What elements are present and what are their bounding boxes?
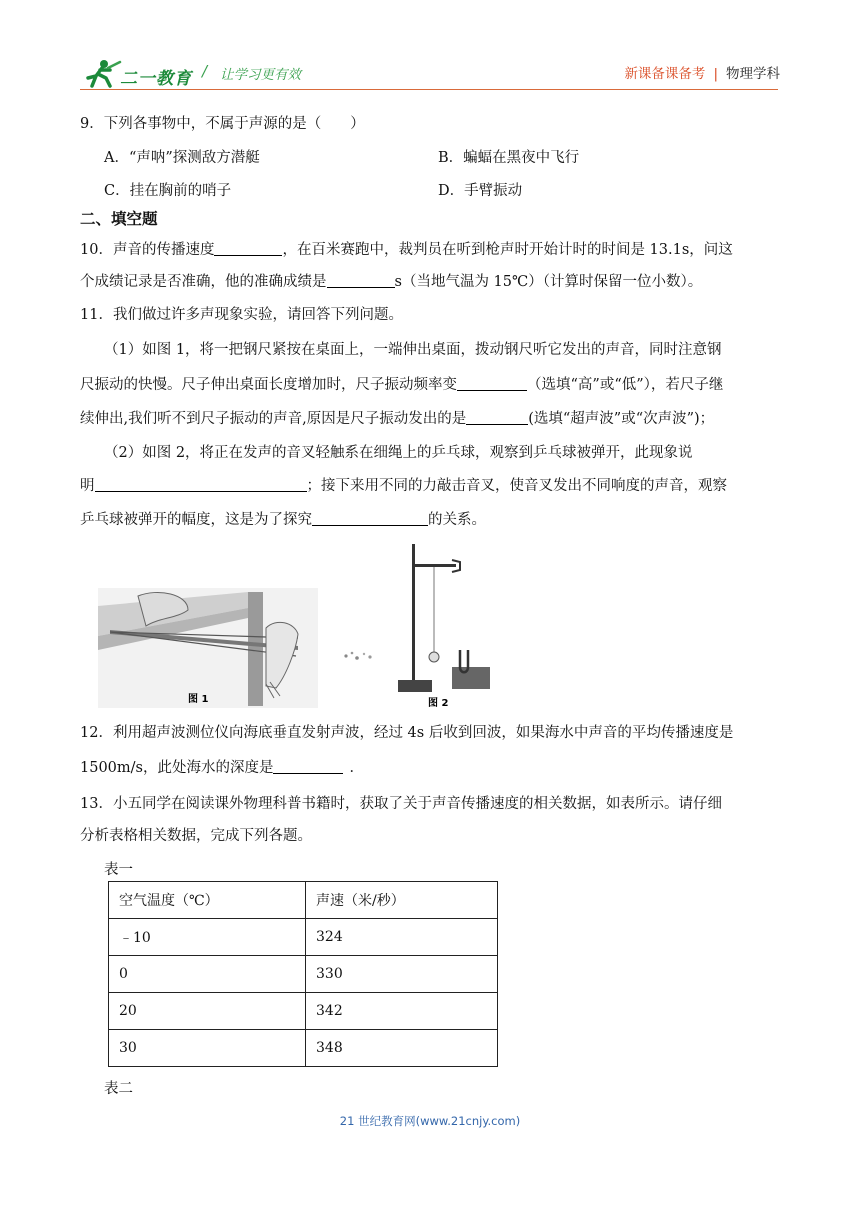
header-category: 新课备课备考 — [624, 66, 706, 82]
page-footer[interactable]: 21 世纪教育网(www.21cnjy.com) — [339, 1114, 521, 1128]
question-13-line-2: 分析表格相关数据，完成下列各题。 — [80, 828, 312, 844]
table-cell: ﹣10 — [109, 919, 306, 956]
q11-text: 乒乓球被弹开的幅度，这是为了探究 — [80, 512, 312, 528]
q12-text: 1500m/s，此处海水的深度是 — [80, 760, 274, 776]
header-separator: | — [713, 66, 718, 82]
answer-blank[interactable] — [312, 511, 428, 526]
q10-text: 10．声音的传播速度 — [80, 242, 215, 258]
q11-text: 的关系。 — [428, 512, 486, 528]
logo-text: 二一教育 — [120, 69, 192, 89]
question-11-part-1-line-2 — [80, 373, 723, 394]
table-cell: 324 — [306, 919, 498, 956]
question-11-part-2-line-2 — [80, 474, 727, 495]
sound-speed-table — [108, 881, 498, 1067]
q11-text: 续伸出,我们听不到尺子振动的声音,原因是尺子振动发出的是 — [80, 411, 467, 427]
option-b: B．蝙蝠在黑夜中飞行 — [438, 150, 580, 166]
answer-blank[interactable] — [214, 241, 282, 256]
ruler-on-table-figure — [98, 588, 318, 708]
answer-blank[interactable] — [466, 410, 528, 425]
q10-text: ，在百米赛跑中，裁判员在听到枪声时开始计时的时间是 13.1s，问这 — [282, 242, 733, 258]
table-header-cell: 空气温度（℃） — [109, 882, 306, 919]
table-row — [109, 993, 498, 1030]
table-row — [109, 919, 498, 956]
answer-blank[interactable] — [457, 376, 527, 391]
question-9 — [80, 112, 365, 133]
q11-text: 尺振动的快慢。尺子伸出桌面长度增加时，尺子振动频率变 — [80, 377, 457, 393]
table-2-title: 表二 — [104, 1081, 133, 1097]
question-11-part-1-line-3 — [80, 407, 714, 428]
runner-logo-icon — [80, 58, 124, 90]
figure-1-caption: 图 1 — [188, 694, 209, 705]
question-10-line-1 — [80, 238, 733, 259]
slogan: 让学习更有效 — [220, 67, 301, 83]
question-11-part-2-line-3 — [80, 508, 486, 529]
q12-text: ． — [349, 760, 364, 776]
table-cell: 0 — [109, 956, 306, 993]
q11-text: ；接下来用不同的力敲击音叉，使音叉发出不同响度的声音，观察 — [306, 478, 727, 494]
option-c: C．挂在胸前的哨子 — [104, 183, 232, 199]
question-9-stem: 9．下列各事物中，不属于声源的是（ ） — [80, 116, 365, 132]
answer-blank[interactable] — [95, 477, 307, 492]
answer-blank[interactable] — [273, 759, 343, 774]
question-11-part-1-line-1: （1）如图 1，将一把钢尺紧按在桌面上，一端伸出桌面，拨动钢尺听它发出的声音，同时注意钢 — [104, 342, 722, 358]
table-1-title: 表一 — [104, 862, 133, 878]
figure-2-caption: 图 2 — [428, 698, 449, 709]
table-header-row — [109, 882, 498, 919]
table-cell: 30 — [109, 1030, 306, 1067]
page-header — [80, 58, 780, 90]
table-cell: 342 — [306, 993, 498, 1030]
option-a: A．“声呐”探测敌方潜艇 — [104, 150, 260, 166]
tuning-fork-figure — [394, 540, 504, 710]
q11-text: 明 — [80, 478, 95, 494]
section-heading: 二、填空题 — [80, 210, 158, 228]
header-subject: 物理学科 — [726, 66, 780, 82]
question-11-stem: 11．我们做过许多声现象实验，请回答下列问题。 — [80, 307, 403, 323]
table-header-cell: 声速（米/秒） — [306, 882, 498, 919]
answer-blank[interactable] — [327, 273, 395, 288]
question-12-line-1: 12．利用超声波测位仪向海底垂直发射声波，经过 4s 后收到回波，如果海水中声音的平均传播速度是 — [80, 725, 734, 741]
header-right — [624, 62, 780, 82]
table-row — [109, 1030, 498, 1067]
table-cell: 330 — [306, 956, 498, 993]
q11-text: （选填“高”或“低”），若尺子继 — [527, 377, 724, 393]
q11-text: (选填“超声波”或“次声波”)； — [528, 411, 715, 427]
table-cell: 348 — [306, 1030, 498, 1067]
question-13-line-1: 13．小五同学在阅读课外物理科普书籍时，获取了关于声音传播速度的相关数据，如表所示。请仔细 — [80, 796, 722, 812]
slogan-divider: / — [202, 62, 208, 80]
table-cell: 20 — [109, 993, 306, 1030]
question-12-line-2 — [80, 756, 364, 777]
question-10-line-2 — [80, 270, 702, 291]
q10-text: 个成绩记录是否准确，他的准确成绩是 — [80, 274, 327, 290]
table-row — [109, 956, 498, 993]
option-d: D．手臂振动 — [438, 183, 523, 199]
header-rule — [80, 89, 778, 90]
decorative-dots-icon — [340, 646, 380, 666]
q10-text: s（当地气温为 15℃）（计算时保留一位小数）。 — [394, 274, 703, 290]
figures — [98, 540, 498, 710]
question-11-part-2-line-1: （2）如图 2，将正在发声的音叉轻触系在细绳上的乒乓球，观察到乒乓球被弹开，此现象说 — [104, 445, 693, 461]
